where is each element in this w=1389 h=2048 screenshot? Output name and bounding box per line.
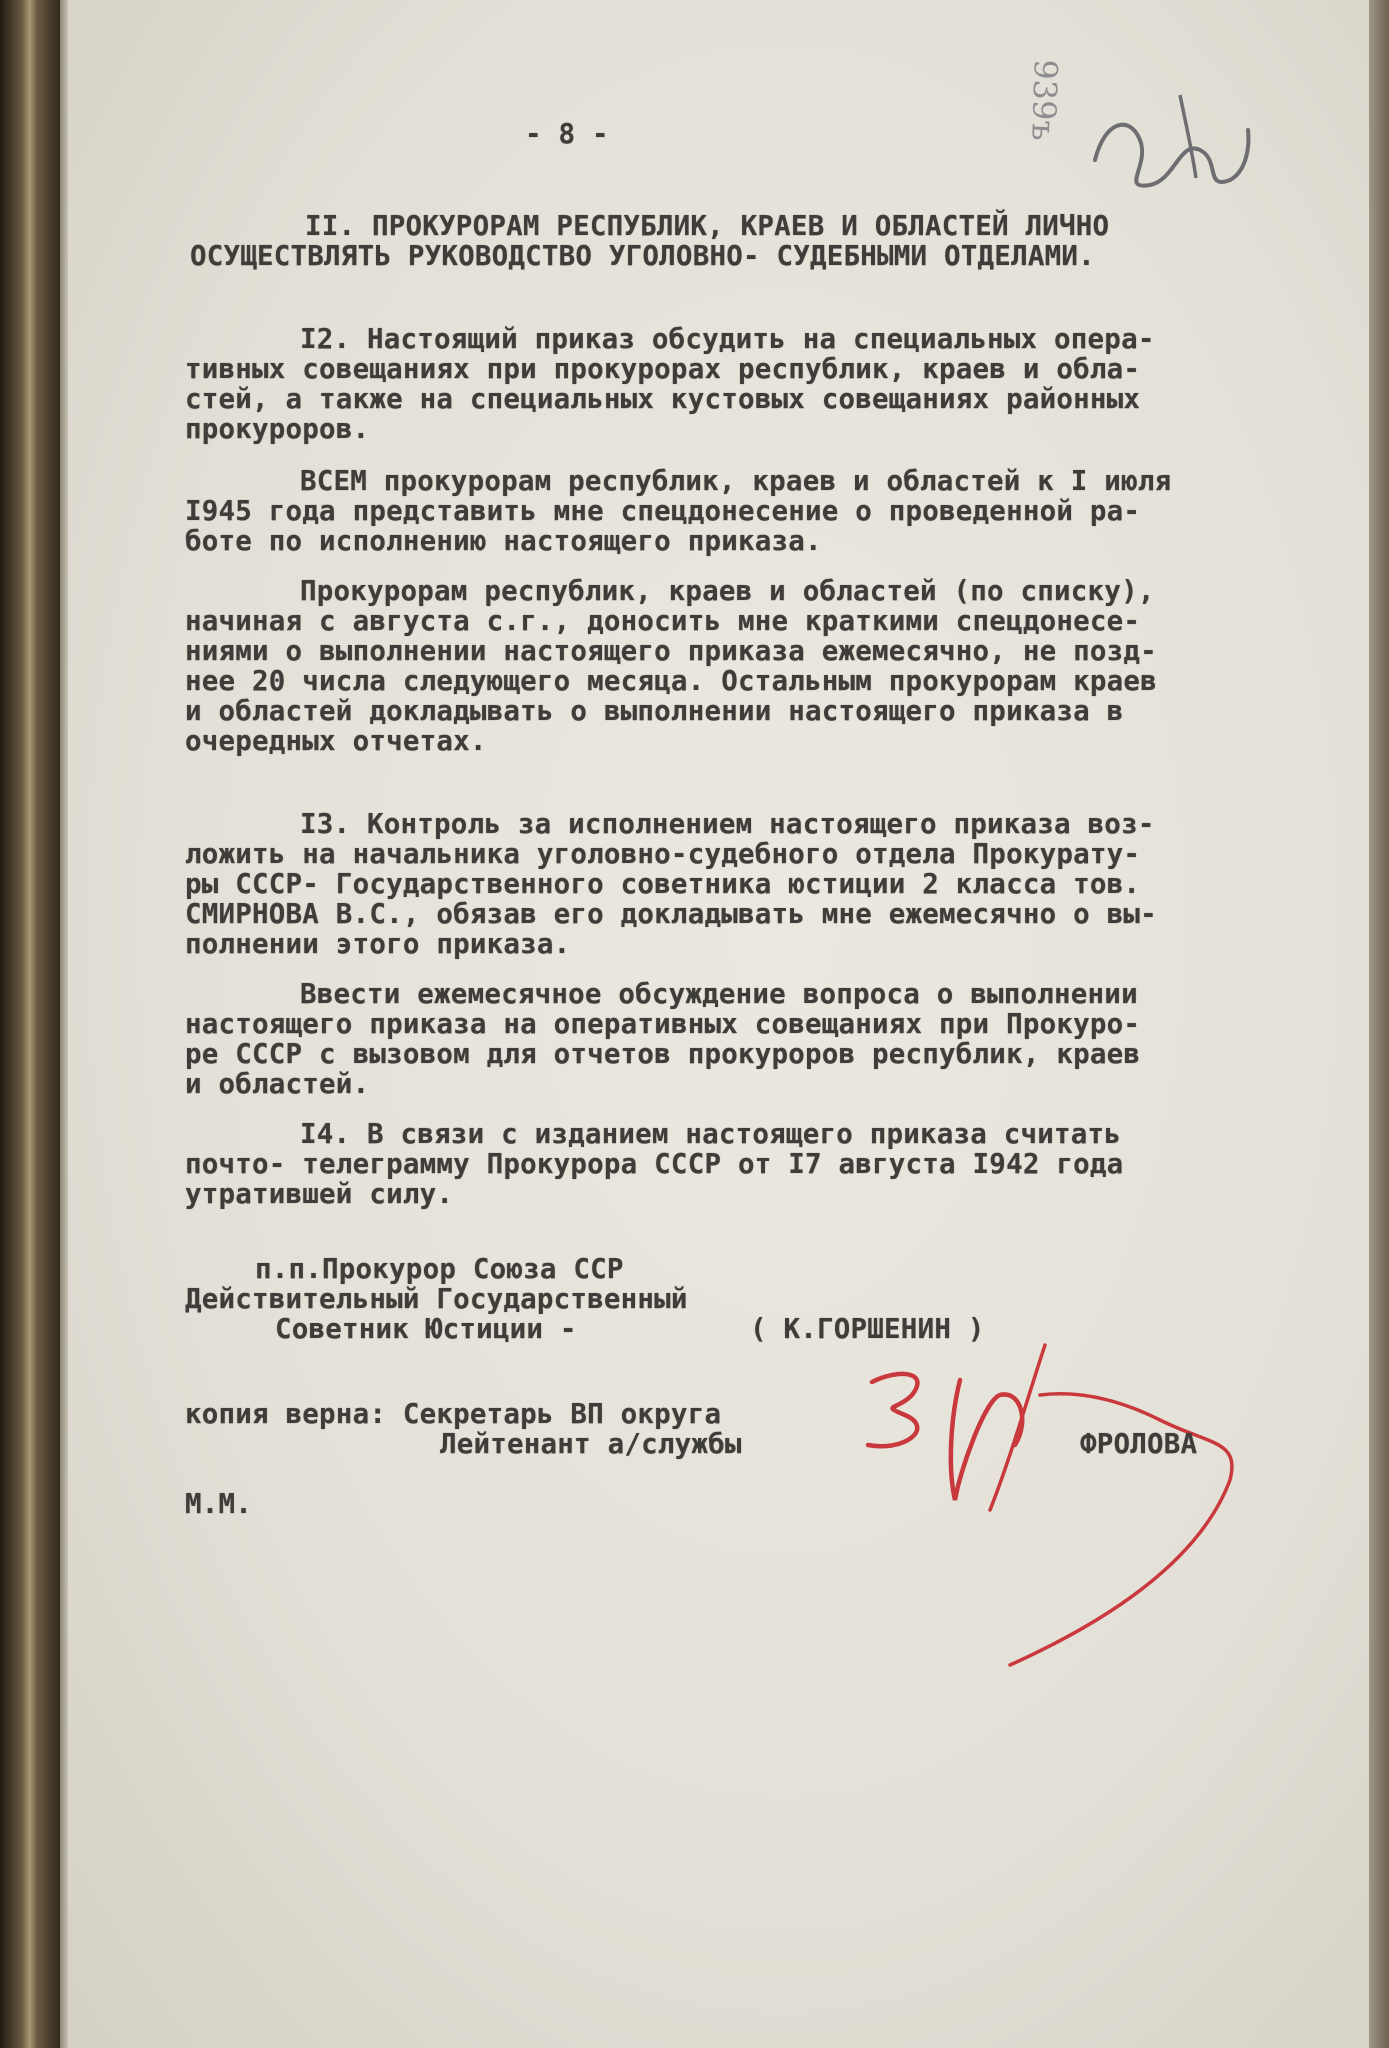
text-line: настоящего приказа на оперативных совещаниях при Прокуро-	[185, 1008, 1141, 1040]
text-line: I2. Настоящий приказ обсудить на специальных опера-	[300, 323, 1155, 355]
copy-certifier-rank: Лейтенант а/службы	[440, 1428, 742, 1460]
signatory-title: Советник Юстиции -	[275, 1313, 577, 1345]
signatory-name: ( К.ГОРШЕНИН )	[750, 1313, 985, 1345]
text-line: очередных отчетах.	[185, 725, 487, 757]
text-line: I3. Контроль за исполнением настоящего приказа воз-	[300, 808, 1155, 840]
text-line: прокуроров.	[185, 413, 370, 445]
text-line: ОСУЩЕСТВЛЯТЬ РУКОВОДСТВО УГОЛОВНО- СУДЕБНЫМИ ОТДЕЛАМИ.	[190, 240, 1095, 272]
text-line: Ввести ежемесячное обсуждение вопроса о выполнении	[300, 978, 1138, 1010]
page-number: - 8 -	[525, 118, 609, 150]
signatory-title: п.п.Прокурор Союза ССР	[255, 1253, 624, 1285]
text-line: и областей.	[185, 1068, 370, 1100]
text-line: начиная с августа с.г., доносить мне краткими спецдонесе-	[185, 605, 1141, 637]
text-line: ре СССР с вызовом для отчетов прокуроров республик, краев	[185, 1038, 1141, 1070]
page-edge	[60, 0, 68, 2048]
text-line: и областей докладывать о выполнении настоящего приказа в	[185, 695, 1124, 727]
text-line: стей, а также на специальных кустовых совещаниях районных	[185, 383, 1141, 415]
archive-number-note: 939ъ	[1024, 58, 1065, 142]
text-line: ложить на начальника уголовно-судебного отдела Прокурату-	[185, 838, 1141, 870]
copy-certifier-name: ФРОЛОВА	[1080, 1428, 1198, 1460]
binding-spine	[0, 0, 62, 2048]
copy-certification: копия верна: Секретарь ВП округа	[185, 1398, 722, 1430]
text-line: ВСЕМ прокурорам республик, краев и областей к I июля	[300, 465, 1172, 497]
text-line: тивных совещаниях при прокурорах республик, краев и обла-	[185, 353, 1141, 385]
text-line: полнении этого приказа.	[185, 928, 571, 960]
text-line: СМИРНОВА В.С., обязав его докладывать мне ежемесячно о вы-	[185, 898, 1157, 930]
text-line: I4. В связи с изданием настоящего приказа считать	[300, 1118, 1122, 1150]
signatory-title: Действительный Государственный	[185, 1283, 688, 1315]
text-line: ры СССР- Государственного советника юстиции 2 класса тов.	[185, 868, 1141, 900]
text-line: II. ПРОКУРОРАМ РЕСПУБЛИК, КРАЕВ И ОБЛАСТЕЙ ЛИЧНО	[305, 210, 1110, 242]
text-line: Прокурорам республик, краев и областей (по списку),	[300, 575, 1155, 607]
text-line: I945 года представить мне спецдонесение о проведенной ра-	[185, 495, 1141, 527]
text-line: утратившей силу.	[185, 1178, 454, 1210]
text-line: почто- телеграмму Прокурора СССР от I7 августа I942 года	[185, 1148, 1124, 1180]
text-line: ниями о выполнении настоящего приказа ежемесячно, не позд-	[185, 635, 1157, 667]
typist-initials: М.М.	[185, 1488, 253, 1520]
text-line: нее 20 числа следующего месяца. Остальным прокурорам краев	[185, 665, 1157, 697]
text-line: боте по исполнению настоящего приказа.	[185, 525, 822, 557]
